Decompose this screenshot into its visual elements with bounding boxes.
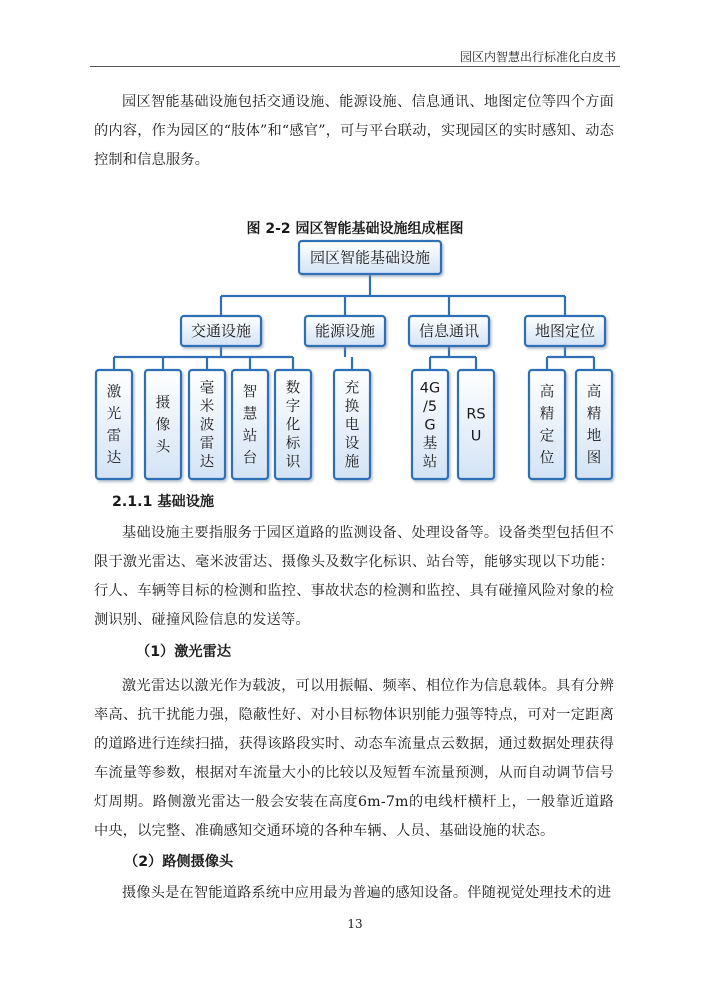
leaf-label-0-3: 智慧站台 [242, 384, 258, 467]
leaf-box-3-1 [576, 370, 612, 479]
page-number: 13 [347, 917, 363, 931]
leaf-label-0-0: 激光雷达 [106, 384, 122, 467]
intro-paragraph: 园区智能基础设施包括交通设施、能源设施、信息通讯、地图定位等四个方面的内容，作为园区的“肢体”和“感官”，可与平台联动，实现园区的实时感知、动态控制和信息服务。 [94, 94, 614, 168]
leaf-box-1-0 [334, 370, 370, 479]
leaf-box-3-0 [529, 370, 565, 479]
category-box-0 [181, 316, 261, 346]
leaf-label-3-0: 高精定位 [539, 384, 555, 467]
subsection-paragraph-lidar: 激光雷达以激光作为载波，可以用振幅、频率、相位作为信息载体。具有分辨率高、抗干扰能力强，隐蔽性好、对小目标物体识别能力强等特点，可对一定距离的道路进行连续扫描，获得该路段实时、动态车流量点云数据，通过数据处理获得车流量等参数，根据对车流量大小的比较以及短暂车流量预测，从而自动调节信号灯周期。路侧激光雷达一般会安装在高度6m-7m的电线杆横杆上，一般靠近道路中央，以完整、准确感知交通环境的各种车辆、人员、基础设施的状态。 [94, 678, 614, 839]
category-label-0: 交通设施 [190, 322, 252, 340]
section-paragraph: 基础设施主要指服务于园区道路的监测设备、处理设备等。设备类型包括但不限于激光雷达、毫米波雷达、摄像头及数字化标识、站台等，能够实现以下功能：行人、车辆等目标的检测和监控、事故状态的检测和监控、具有碰撞风险对象的检测识别、碰撞风险信息的发送等。 [94, 525, 614, 628]
leaf-box-0-3 [232, 370, 268, 479]
leaf-label-2-0: 4G /5 G 基站 [419, 380, 441, 471]
category-label-3: 地图定位 [534, 322, 596, 340]
leaf-label-1-0: 充换电设施 [344, 380, 360, 471]
diagram-root-box [299, 241, 441, 274]
category-label-1: 能源设施 [314, 322, 376, 340]
leaf-label-0-4: 数字化标识 [285, 380, 301, 471]
subsection-heading-lidar: （1）激光雷达 [136, 644, 231, 660]
category-box-1 [305, 316, 385, 346]
section-heading: 2.1.1 基础设施 [112, 494, 215, 510]
category-box-2 [409, 316, 489, 346]
leaf-label-0-2: 毫米波雷达 [199, 380, 215, 471]
diagram-boxes [96, 241, 612, 479]
subsection-paragraph-camera: 摄像头是在智能道路系统中应用最为普遍的感知设备。伴随视觉处理技术的进 [122, 885, 612, 901]
leaf-label-0-1: 摄像头 [155, 395, 171, 456]
leaf-box-0-4 [275, 370, 311, 479]
figure-caption: 图 2-2 园区智能基础设施组成框图 [246, 221, 464, 237]
leaf-label-3-1: 高精地图 [586, 384, 602, 467]
leaf-box-0-2 [189, 370, 225, 479]
leaf-box-0-0 [96, 370, 132, 479]
leaf-box-2-0 [412, 370, 448, 479]
diagram-root-label: 园区智能基础设施 [309, 248, 431, 267]
leaf-box-2-1 [458, 370, 494, 479]
category-box-3 [525, 316, 605, 346]
leaf-label-2-1: RS U [466, 406, 486, 445]
leaf-box-0-1 [145, 370, 181, 479]
running-header-title: 园区内智慧出行标准化白皮书 [459, 50, 616, 64]
subsection-heading-camera: （2）路侧摄像头 [124, 854, 234, 870]
category-label-2: 信息通讯 [418, 322, 480, 340]
